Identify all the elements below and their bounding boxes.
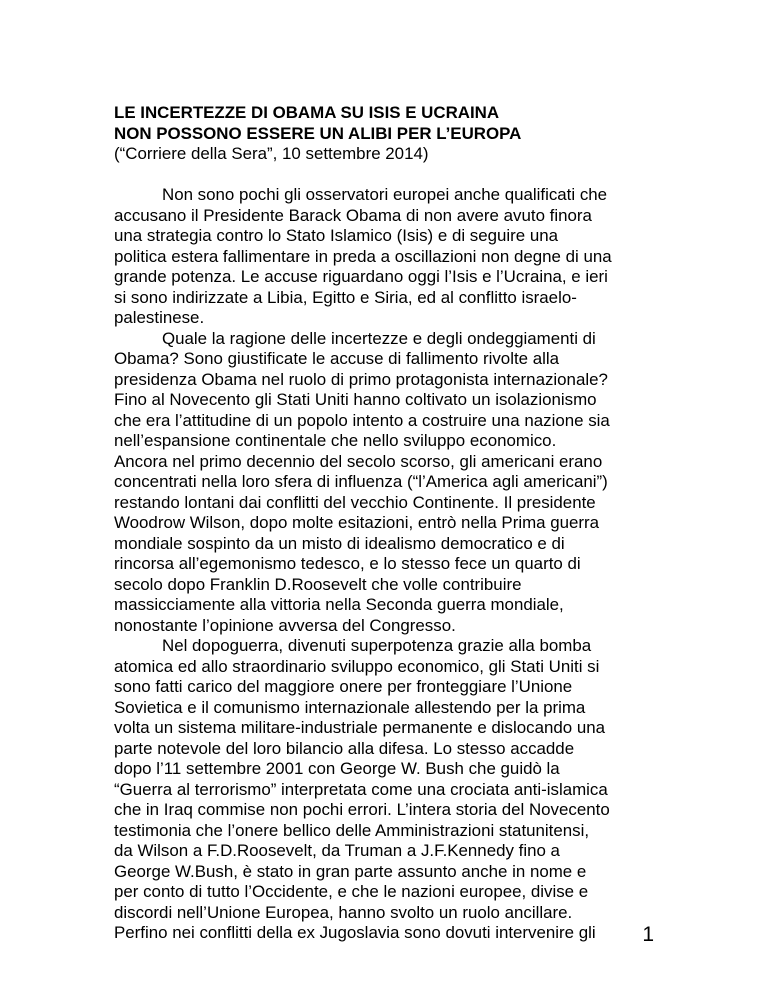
article-source: (“Corriere della Sera”, 10 settembre 2014)	[114, 144, 429, 163]
paragraph-1: Non sono pochi gli osservatori europei anche qualificati che accusano il Presidente Barack Obama di non avere avuto finora una strategia contro lo Stato Islamico (Isis) e di seguire una politica estera fallimentare in preda a oscillazioni non degne di una grande potenza. Le accuse riguardano oggi l’Isis e l’Ucraina, e ieri si sono indirizzate a Libia, Egitto e Siria, ed al conflitto israelo- palestinese.	[114, 185, 612, 327]
paragraph-2: Quale la ragione delle incertezze e degli ondeggiamenti di Obama? Sono giustificate le accuse di fallimento rivolte alla presidenza Obama nel ruolo di primo protagonista internazionale? Fino al Novecento gli Stati Uniti hanno coltivato un isolazionismo che era l’attitudine di un popolo intento a costruire una nazione sia nell’espansione continentale che nello sviluppo economico. Ancora nel primo decennio del secolo scorso, gli americani erano concentrati nella loro sfera di influenza (“l’America agli americani”) restando lontani dai conflitti del vecchio Continente. Il presidente Woodrow Wilson, dopo molte esitazioni, entrò nella Prima guerra mondiale sospinto da un misto di idealismo democratico e di rincorsa all’egemonismo tedesco, e lo stesso fece un quarto di secolo dopo Franklin D.Roosevelt che volle contribuire massicciamente alla vittoria nella Seconda guerra mondiale, nonostante l’opinione avversa del Congresso.	[114, 328, 610, 635]
article-body	[114, 103, 654, 944]
page-number: 1	[642, 923, 654, 946]
article-title-line-2: NON POSSONO ESSERE UN ALIBI PER L’EUROPA	[114, 123, 522, 143]
paragraph-3: Nel dopoguerra, divenuti superpotenza grazie alla bomba atomica ed allo straordinario sviluppo economico, gli Stati Uniti si sono fatti carico del maggiore onere per fronteggiare l’Unione Sovietica e il comunismo internazionale allestendo per la prima volta un sistema militare-industriale permanente e dislocando una parte notevole del loro bilancio alla difesa. Lo stesso accadde dopo l’11 settembre 2001 con George W. Bush che guidò la “Guerra al terrorismo” interpretata come una crociata anti-islamica che in Iraq commise non pochi errori. L’intera storia del Novecento testimonia che l’onere bellico delle Amministrazioni statunitensi, da Wilson a F.D.Roosevelt, da Truman a J.F.Kennedy fino a George W.Bush, è stato in gran parte assunto anche in nome e per conto di tutto l’Occidente, e che le nazioni europee, divise e discordi nell’Unione Europea, hanno svolto un ruolo ancillare. Perfino nei conflitti della ex Jugoslavia sono dovuti intervenire gli	[114, 636, 610, 942]
article-title-line-1: LE INCERTEZZE DI OBAMA SU ISIS E UCRAINA	[114, 103, 500, 122]
